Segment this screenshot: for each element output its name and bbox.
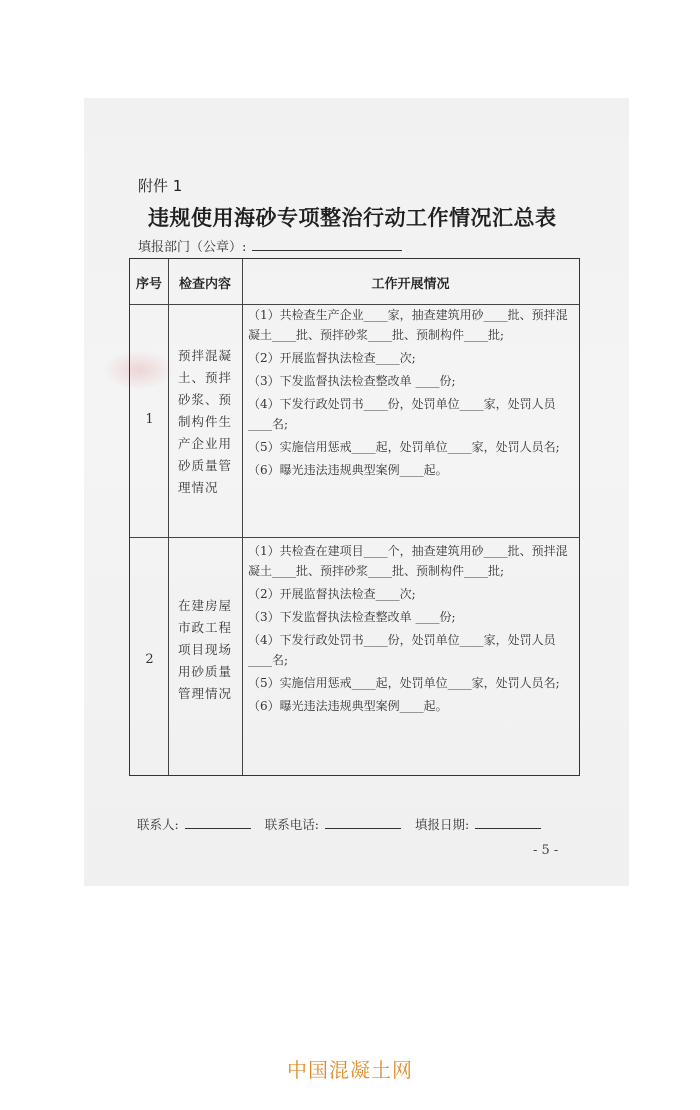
table-divider [242, 259, 243, 775]
list-item: （1）共检查生产企业____家，抽查建筑用砂____批、预拌混凝土____批、预拌砂浆____批、预制构件____批; [248, 308, 568, 342]
row-1-seq: 1 [145, 412, 154, 427]
fill-department-blank [252, 238, 402, 251]
table-divider [168, 259, 169, 775]
row-1-category: 预拌混凝土、预拌砂浆、预制构件生产企业用砂质量管理情况 [178, 348, 233, 495]
list-item: （2）开展监督执法检查____次; [248, 351, 416, 365]
list-item: （4）下发行政处罚书____份，处罚单位____家，处罚人员____名; [248, 633, 556, 667]
phone-blank [325, 816, 401, 829]
row-1-items [248, 305, 571, 483]
page-title: 违规使用海砂专项整治行动工作情况汇总表 [148, 205, 557, 230]
row-2-category: 在建房屋市政工程项目现场用砂质量管理情况 [178, 598, 233, 701]
list-item: （1）共检查在建项目____个，抽查建筑用砂____批、预拌混凝土____批、预拌砂浆____批、预制构件____批; [248, 544, 568, 578]
list-item: （6）曝光违法违规典型案例____起。 [248, 699, 448, 713]
footer-fields [137, 815, 541, 833]
attachment-label: 附件 1 [138, 177, 183, 195]
list-item: （4）下发行政处罚书____份，处罚单位____家，处罚人员____名; [248, 397, 556, 431]
column-header-content: 检查内容 [178, 276, 231, 292]
list-item: （3）下发监督执法检查整改单 ____份; [248, 374, 456, 388]
column-header-seq: 序号 [135, 276, 162, 292]
contact-label: 联系人: [137, 817, 179, 832]
list-item: （2）开展监督执法检查____次; [248, 587, 416, 601]
list-item: （3）下发监督执法检查整改单 ____份; [248, 610, 456, 624]
row-2-seq: 2 [145, 652, 154, 667]
table-divider [130, 537, 579, 538]
column-header-progress: 工作开展情况 [371, 276, 450, 292]
contact-blank [185, 816, 251, 829]
row-2-items [248, 541, 571, 719]
date-blank [475, 816, 541, 829]
fill-department-label: 填报部门（公章）: [138, 240, 247, 255]
fill-department [138, 236, 402, 255]
summary-table [129, 258, 580, 776]
date-label: 填报日期: [414, 817, 470, 832]
list-item: （5）实施信用惩戒____起，处罚单位____家，处罚人员名; [248, 440, 560, 454]
phone-label: 联系电话: [264, 817, 319, 832]
site-watermark: 中国混凝土网 [287, 1058, 413, 1082]
page-number: - 5 - [533, 843, 559, 858]
list-item: （5）实施信用惩戒____起，处罚单位____家，处罚人员名; [248, 676, 560, 690]
list-item: （6）曝光违法违规典型案例____起。 [248, 463, 448, 477]
